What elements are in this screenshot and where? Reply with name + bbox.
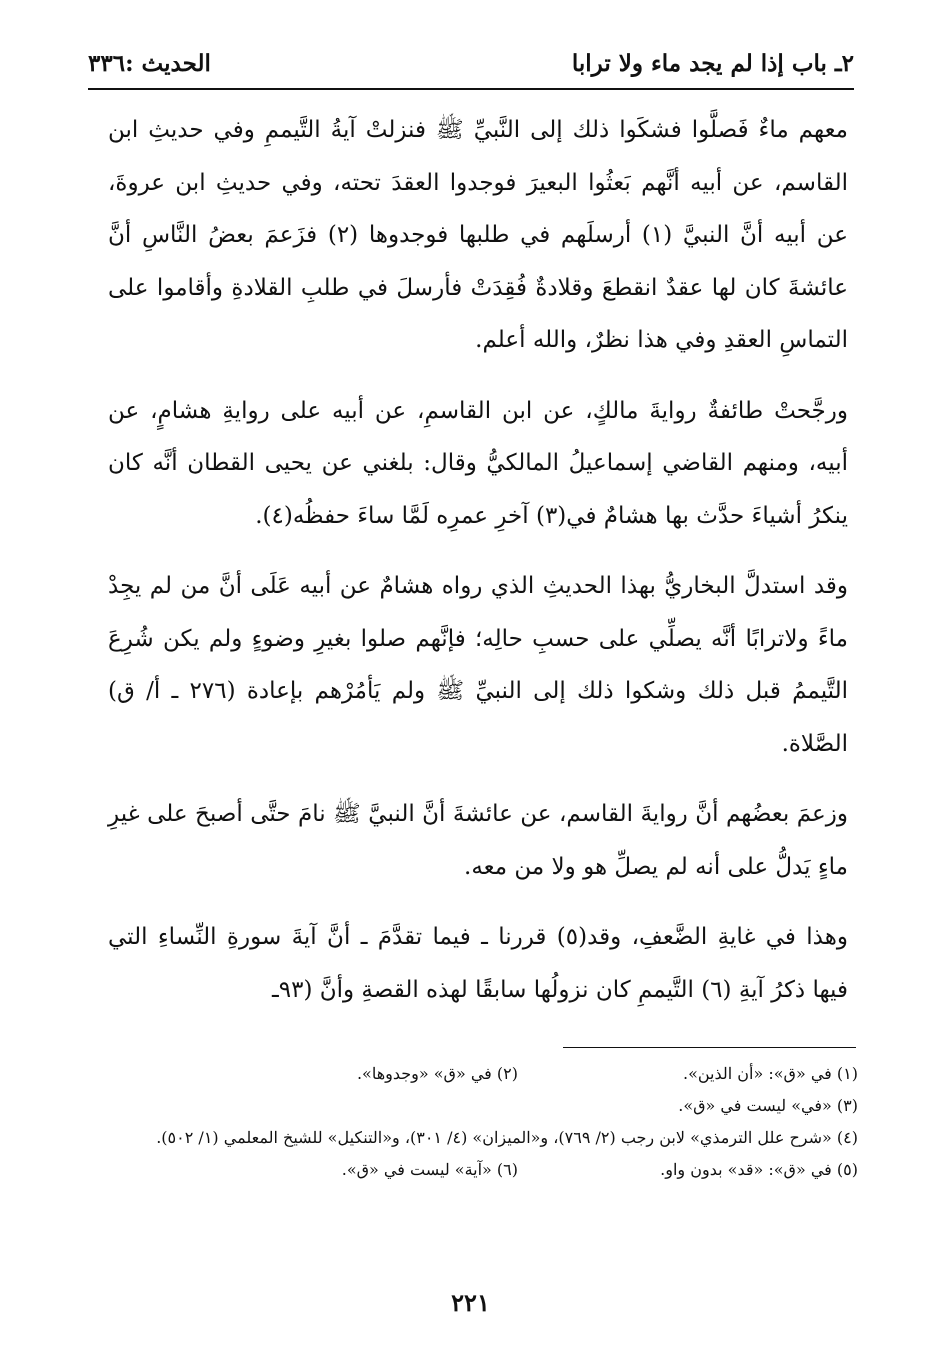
page-number: ٢٢١ bbox=[451, 1288, 490, 1317]
paragraph-3: وقد استدلَّ البخاريُّ بهذا الحديثِ الذي رواه هشامٌ عن أبيه عَلَى أنَّ من لم يجِدْ ماءً ولاترابًا أنَّه يصلِّي على حسبِ حالِه؛ فإنَّهم صلوا بغيرِ وضوءٍ ولم يكن شُرِعَ التَّيممُ قبل ذلك وشكوا ذلك إلى النبيِّ ﷺ ولم يَأمُرْهم بإعادة (٢٧٦ ـ أ/ ق) الصَّلاة. bbox=[108, 573, 848, 757]
paragraph-5: وهذا في غايةِ الضَّعفِ، وقد(٥) قررنا ـ فيما تقدَّمَ ـ أنَّ آيةَ سورةِ النِّساءِ التي فيها ذكرُ آيةِ (٦) التَّيممِ كان نزولُها سابقًا لهذه القصةِ وأنَّ (٩٣ـ bbox=[108, 924, 848, 1003]
main-text bbox=[108, 104, 848, 1016]
footnote-row bbox=[96, 1058, 858, 1090]
chapter-title: ٢ـ باب إذا لم يجد ماء ولا ترابا bbox=[571, 50, 854, 77]
footnote-5: (٥) في «ق»: «قد» بدون واو. bbox=[660, 1160, 858, 1179]
page-header bbox=[88, 44, 854, 90]
footnote-4: (٤) «شرح علل الترمذي» لابن رجب (٢/ ٧٦٩)، و«الميزان» (٤/ ٣٠١)، و«التنكيل» للشيخ المعلمي (١/ ٥٠٢). bbox=[156, 1128, 858, 1147]
paragraph-2: ورجَّحتْ طائفةٌ روايةَ مالكٍ، عن ابن القاسمِ، عن أبيه على روايةِ هشامٍ، عن أبيه، ومنهم القاضي إسماعيلُ المالكيُّ وقال: بلغني عن يحيى القطان أنَّه كان ينكرُ أشياءَ حدَّث بها هشامٌ في(٣) آخرِ عمرِه لَمَّا ساءَ حفظُه(٤). bbox=[108, 397, 848, 529]
paragraph-4: وزعمَ بعضُهم أنَّ روايةَ القاسم، عن عائشةَ أنَّ النبيَّ ﷺ نامَ حتَّى أصبحَ على غيرِ ماءٍ يَدلُّ على أنه لم يصلِّ هو ولا من معه. bbox=[108, 801, 848, 880]
footnote-3: (٣) «في» ليست في «ق». bbox=[678, 1096, 858, 1115]
paragraph-1: معهم ماءٌ فَصلَّوا فشكَوا ذلك إلى النَّبيِّ ﷺ فنزلتْ آيةُ التَّيممِ وفي حديثِ ابن القاسم، عن أبيه أنَّهم بَعثُوا البعيرَ فوجدوا العقدَ تحته، وفي حديثِ ابن عروةَ، عن أبيه أنَّ النبيَّ (١) أرسلَهم في طلبها فوجدوها (٢) فزَعمَ بعضُ النَّاسِ أنَّ عائشةَ كان لها عقدٌ انقطعَ وقلادةٌ فُقِدَتْ فأرسلَ في طلبِ القلادةِ وأقاموا على التماسِ العقدِ وفي هذا نظرٌ، والله أعلم. bbox=[108, 117, 848, 353]
footnote-6: (٦) «آية» ليست في «ق». bbox=[341, 1160, 518, 1179]
footnote-row bbox=[96, 1090, 858, 1122]
footnote-separator bbox=[563, 1047, 856, 1048]
hadith-number: الحديث :٣٣٦ bbox=[88, 50, 211, 77]
footnotes bbox=[96, 1058, 858, 1186]
footnote-row bbox=[96, 1154, 858, 1186]
footnote-2: (٢) في «ق» «وجدوها». bbox=[356, 1064, 518, 1083]
footnote-1: (١) في «ق»: «أن الذين». bbox=[682, 1064, 858, 1083]
